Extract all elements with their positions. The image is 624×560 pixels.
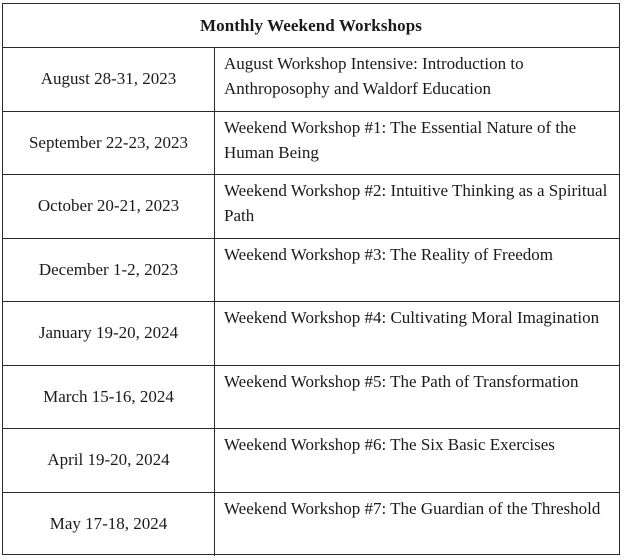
workshop-title: Weekend Workshop #4: Cultivating Moral Imagination <box>224 308 600 327</box>
workshop-title: Weekend Workshop #6: The Six Basic Exercises <box>224 435 555 454</box>
table-row <box>3 112 619 176</box>
table-row <box>3 429 619 493</box>
workshop-schedule-table <box>2 3 620 555</box>
table-row <box>3 366 619 430</box>
workshop-date: August 28-31, 2023 <box>3 48 215 111</box>
workshop-title: Weekend Workshop #3: The Reality of Freedom <box>224 244 554 264</box>
workshop-date: March 15-16, 2024 <box>3 366 215 429</box>
workshop-title: Weekend Workshop #2: Intuitive Thinking as a Spiritual Path <box>224 181 608 225</box>
workshop-date: September 22-23, 2023 <box>3 112 215 175</box>
workshop-title: August Workshop Intensive: Introduction to Anthroposophy and Waldorf Education <box>224 54 524 98</box>
table-row <box>3 493 619 557</box>
workshop-title: Weekend Workshop #5: The Path of Transformation <box>224 371 579 391</box>
workshop-title: Weekend Workshop #1: The Essential Nature of the Human Being <box>224 117 577 162</box>
workshop-date: May 17-18, 2024 <box>3 493 215 557</box>
table-title: Monthly Weekend Workshops <box>3 4 619 48</box>
table-row <box>3 302 619 366</box>
workshop-title: Weekend Workshop #7: The Guardian of the Threshold <box>224 498 601 518</box>
workshop-date: December 1-2, 2023 <box>3 239 215 302</box>
table-row <box>3 48 619 112</box>
table-row <box>3 175 619 239</box>
table-row <box>3 239 619 303</box>
workshop-date: April 19-20, 2024 <box>3 429 215 492</box>
workshop-date: October 20-21, 2023 <box>3 175 215 238</box>
workshop-date: January 19-20, 2024 <box>3 302 215 365</box>
